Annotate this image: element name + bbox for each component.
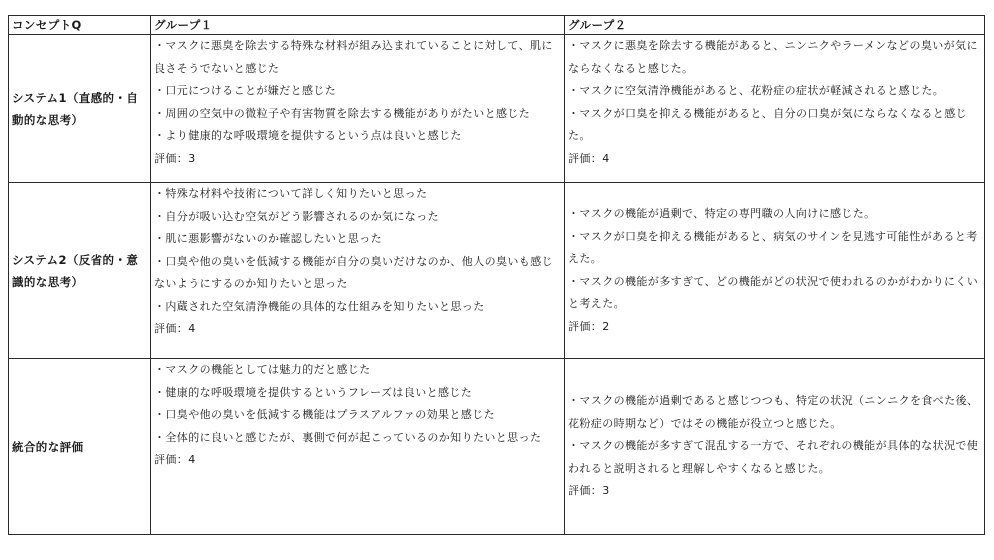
- score: 評価：4: [154, 453, 196, 466]
- row-label: 統合的な評価: [9, 359, 151, 535]
- list-item: ・内蔵された空気清浄機能の具体的な仕組みを知りたいと思った: [154, 299, 485, 313]
- list-item: ・マスクが口臭を抑える機能があると、自分の口臭が気にならなくなると感じた。: [568, 106, 967, 142]
- score: 評価：3: [568, 484, 610, 498]
- group2-cell: [565, 359, 985, 535]
- list-item: ・マスクの機能が多すぎて混乱する一方で、それぞれの機能が具体的な状況で使われると説明されると理解しやすくなると感じた。: [568, 439, 979, 475]
- row-label: システム1（直感的・自動的な思考）: [9, 35, 151, 183]
- score: 評価：3: [154, 151, 196, 165]
- score: 評価：4: [154, 322, 196, 335]
- list-item: ・周囲の空気中の微粒子や有害物質を除去する機能がありがたいと感じた: [154, 106, 531, 120]
- list-item: ・健康的な呼吸環境を提供するというフレーズは良いと感じた: [154, 385, 473, 399]
- list-item: ・マスクに悪臭を除去する特殊な材料が組み込まれていることに対して、肌に良さそうでないと感じた: [154, 39, 553, 75]
- group1-cell: [151, 183, 565, 359]
- list-item: ・全体的に良いと感じたが、裏側で何が起こっているのか知りたいと思った: [154, 430, 542, 444]
- list-item: ・マスクが口臭を抑える機能があると、病気のサインを見逃す可能性があると考えた。: [568, 229, 978, 265]
- header-group1: グループ１: [151, 16, 565, 35]
- group2-cell: [565, 35, 985, 183]
- table-row-system1: [9, 35, 985, 183]
- list-item: ・マスクの機能が過剰であると感じつつも、特定の状況（ニンニクを食べた後、花粉症の時期など）ではその機能が役立つと感じた。: [568, 394, 979, 430]
- group1-cell: [151, 359, 565, 535]
- list-item: ・肌に悪影響がないのか確認したいと思った: [154, 232, 382, 245]
- list-item: ・特殊な材料や技術について詳しく知りたいと思った: [154, 187, 428, 200]
- row-label: システム2（反省的・意識的な思考）: [9, 183, 151, 359]
- list-item: ・マスクの機能としては魅力的だと感じた: [154, 363, 371, 376]
- list-item: ・より健康的な呼吸環境を提供するという点は良いと感じた: [154, 129, 462, 142]
- evaluation-table: [8, 15, 985, 535]
- list-item: ・口元につけることが嫌だと感じた: [154, 84, 337, 97]
- table-row-integrated: [9, 359, 985, 535]
- list-item: ・自分が吸い込む空気がどう影響されるのか気になった: [154, 209, 439, 223]
- table-row-system2: [9, 183, 985, 359]
- score: 評価：4: [568, 151, 610, 165]
- list-item: ・マスクの機能が過剰で、特定の専門職の人向けに感じた。: [568, 207, 876, 220]
- list-item: ・マスクに悪臭を除去する機能があると、ニンニクやラーメンなどの臭いが気にならなくなると感じた。: [568, 39, 978, 75]
- header-row: [9, 16, 985, 35]
- list-item: ・口臭や他の臭いを低減する機能はプラスアルファの効果と感じた: [154, 408, 496, 421]
- list-item: ・マスクに空気清浄機能があると、花粉症の症状が軽減されると感じた。: [568, 84, 945, 97]
- group2-cell: [565, 183, 985, 359]
- header-concept: コンセプトQ: [9, 16, 151, 35]
- list-item: ・マスクの機能が多すぎて、どの機能がどの状況で使われるのかがわかりにくいと考えた。: [568, 274, 979, 310]
- score: 評価：2: [568, 319, 610, 333]
- list-item: ・口臭や他の臭いを低減する機能が自分の臭いだけなのか、他人の臭いも感じないようにするのか知りたいと思った: [154, 254, 553, 290]
- header-group2: グループ２: [565, 16, 985, 35]
- group1-cell: [151, 35, 565, 183]
